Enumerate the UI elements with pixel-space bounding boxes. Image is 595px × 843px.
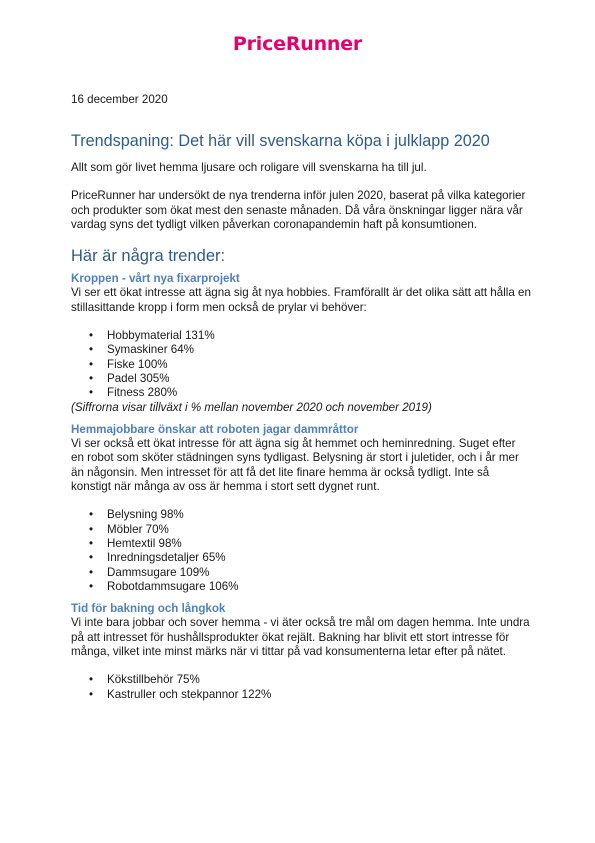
trend-section-body — [71, 272, 531, 415]
section-heading-body: Kroppen - vårt nya fixarprojekt — [71, 272, 240, 286]
bullet-icon: • — [89, 357, 94, 371]
bullet-icon: • — [89, 687, 94, 701]
pricerunner-logo: PriceRunner — [232, 33, 363, 55]
bullet-icon: • — [89, 536, 94, 550]
bullet-icon: • — [89, 579, 94, 593]
list-item: • Dammsugare 109% — [89, 565, 210, 579]
intro-paragraph-2: PriceRunner har undersökt de nya trenderna inför julen 2020, baserat på vilka kategorier och produkter som ökat mest den senaste månaden. Då våra önskningar ligger nära vår vardag syns det tydligt vilken påverkan coronapandemin haft på konsumtionen. — [71, 189, 526, 231]
trend-list-body — [71, 329, 531, 400]
bullet-icon: • — [89, 343, 94, 357]
bullet-icon: • — [89, 565, 94, 579]
list-item: • Kökstillbehör 75% — [89, 673, 200, 687]
list-item: • Fiske 100% — [89, 357, 168, 371]
growth-footnote: (Siffrorna visar tillväxt i % mellan november 2020 och november 2019) — [71, 400, 432, 414]
trend-list-home — [71, 508, 531, 594]
document-body — [71, 92, 531, 702]
press-release-date: 16 december 2020 — [71, 93, 168, 106]
list-item: • Hemtextil 98% — [89, 536, 182, 550]
trends-heading: Här är några trender: — [71, 247, 226, 266]
trend-section-kitchen — [71, 602, 531, 702]
bullet-icon: • — [89, 371, 94, 385]
page-title: Trendspaning: Det här vill svenskarna köpa i julklapp 2020 — [71, 132, 490, 150]
list-item: • Robotdammsugare 106% — [89, 579, 239, 593]
bullet-icon: • — [89, 508, 94, 522]
intro-paragraph-1: Allt som gör livet hemma ljusare och roligare vill svenskarna ha till jul. — [71, 161, 427, 174]
bullet-icon: • — [89, 329, 94, 343]
section-heading-kitchen: Tid för bakning och långkok — [71, 602, 226, 616]
section-text-kitchen: Vi inte bara jobbar och sover hemma - vi äter också tre mål om dagen hemma. Inte undra på att intresset för hushållsprodukter ökat rejält. Bakning har blivit ett stort intresse för många, vilket inte minst märks när vi tittar på vad konsumenterna letar efter på nätet. — [71, 616, 530, 659]
section-text-home: Vi ser också ett ökat intresse för att ägna sig åt hemmet och heminredning. Suget efter en robot som sköter städningen syns tydligast. Belysning är stort i juletider, och i år mer än någonsin. Men intresset för att få det lite finare hemma är också tydligt. Inte så konstigt när många av oss är hemma i stort sett dygnet runt. — [71, 437, 519, 494]
trend-section-home — [71, 423, 531, 602]
list-item: • Hobbymaterial 131% — [89, 329, 215, 343]
bullet-icon: • — [89, 673, 94, 687]
list-item: • Symaskiner 64% — [89, 343, 194, 357]
list-item: • Inredningsdetaljer 65% — [89, 551, 226, 565]
section-text-body: Vi ser ett ökat intresse att ägna sig åt nya hobbies. Framförallt är det olika sätt att hålla en stillasittande kropp i form men också de prylar vi behöver: — [71, 286, 531, 314]
list-item: • Kastruller och stekpannor 122% — [89, 687, 272, 701]
section-heading-home: Hemmajobbare önskar att roboten jagar dammråttor — [71, 422, 359, 436]
list-item: • Padel 305% — [89, 371, 170, 385]
list-item: • Fitness 280% — [89, 386, 178, 400]
trend-list-kitchen — [71, 673, 531, 702]
bullet-icon: • — [89, 551, 94, 565]
list-item: • Möbler 70% — [89, 522, 169, 536]
bullet-icon: • — [89, 522, 94, 536]
list-item: • Belysning 98% — [89, 508, 184, 522]
bullet-icon: • — [89, 386, 94, 400]
